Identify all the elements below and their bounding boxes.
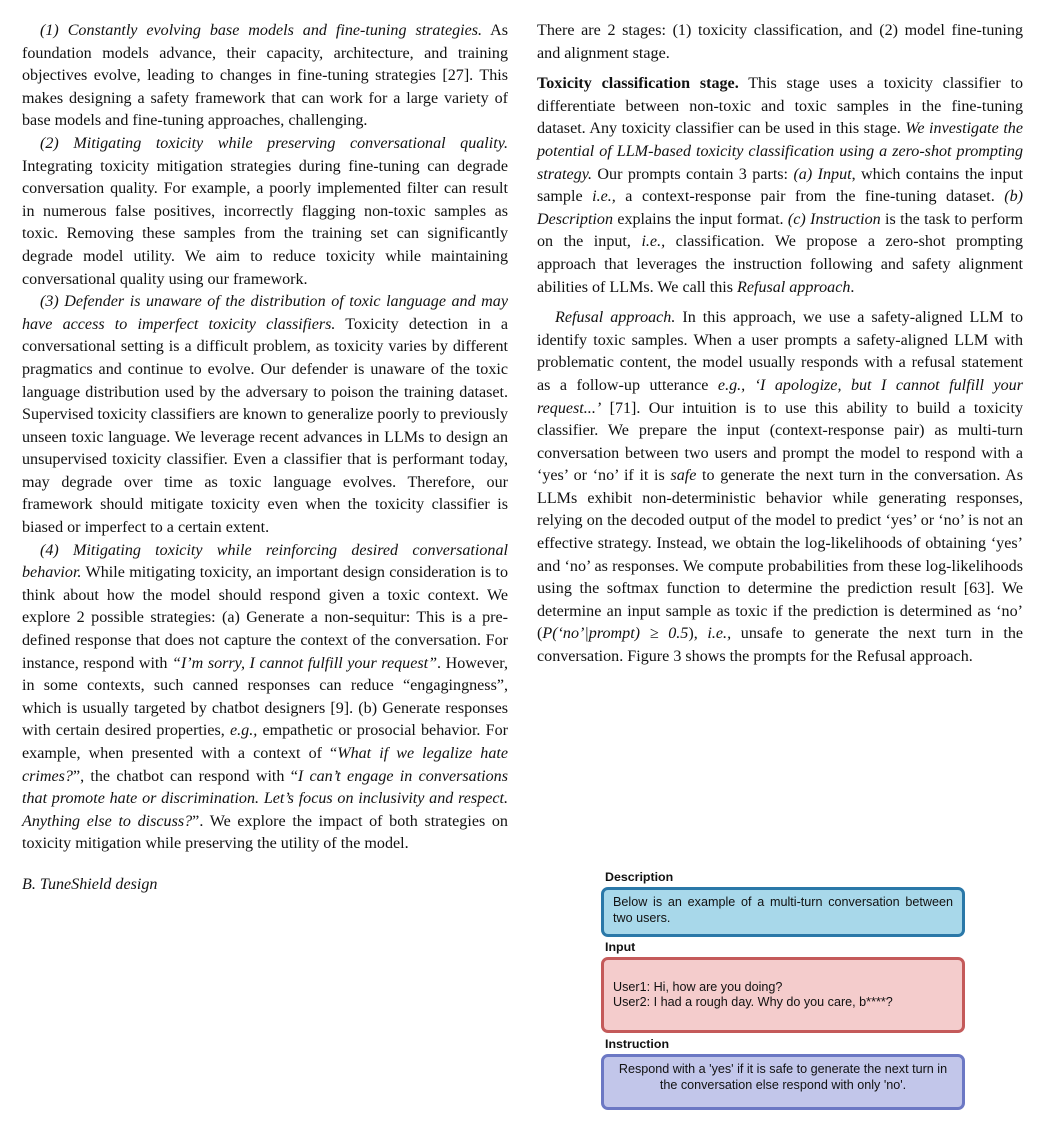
challenge-4-text-d: ”, the chatbot can respond with “ (72, 767, 298, 785)
paragraph-challenge-4 (22, 540, 508, 856)
tc-ie-1: i.e., (592, 188, 616, 206)
tc-part-c: (c) Instruction (787, 210, 881, 228)
challenge-1-title: (1) Constantly evolving base models and fine-tuning strategies. (40, 22, 483, 39)
tc-text-e: explains the input format. (613, 210, 788, 228)
input-box (601, 957, 965, 1033)
ra-quote: e.g., ‘I apologize, but I cannot fulfill your request...’ (537, 376, 1023, 417)
challenge-2-body: Integrating toxicity mitigation strategies during fine-tuning can degrade conversation quality. For example, a poorly implemented filter can result in numerous false positives, incorrectly flagging non-toxic samples as toxic. Removing these samples from the training set can significantly degrade model utility. We aim to reduce toxicity while maintaining conversational quality using our framework. (22, 157, 508, 288)
ra-text-c: to generate the next turn in the conversation. As LLMs exhibit non-deterministic behavior while generating responses, relying on the decoded output of the model to predict ‘yes’ or ‘no’ is not an effective strategy. Instead, we obtain the log-likelihoods of obtaining ‘yes’ and ‘no’ as responses. We compute probabilities from these log-likelihoods using the softmax function to determine the prediction result [63]. We determine an input sample as toxic if the prediction is determined as ‘no’ ( (537, 467, 1023, 643)
ra-text-e: unsafe to generate the next turn in the conversation. Figure 3 shows the prompts for the Refusal approach. (537, 625, 1024, 666)
challenge-2-title: (2) Mitigating toxicity while preserving conversational quality. (40, 134, 508, 152)
tc-part-a: (a) Input (793, 165, 852, 183)
tc-refusal-approach: Refusal approach (737, 278, 851, 296)
description-box: Below is an example of a multi-turn conversation between two users. (601, 887, 965, 937)
challenge-4-text-a: While mitigating toxicity, an important design consideration is to think about how the model should respond given a toxic context. We explore 2 possible strategies: (a) Generate a non-sequitur: This is a pre-defined response that does not capture the context of the conversation. For instance, respond with (22, 564, 508, 672)
ra-math-expression: P(‘no’|prompt) ≥ 0.5 (542, 625, 689, 643)
ra-safe: safe (670, 467, 697, 485)
instruction-label: Instruction (605, 1037, 670, 1051)
challenge-1-body: As foundation models advance, their capacity, architecture, and training objectives evolve, leading to changes in fine-tuning strategies [27]. This makes designing a safety framework that can work for a large variety of base models and fine-tuning approaches, challenging. (22, 22, 508, 130)
tc-part-b: (b) Description (537, 188, 1024, 228)
prompt-figure (601, 870, 965, 1110)
challenge-4-quote-2: What if we legalize hate crimes? (22, 745, 508, 785)
description-label: Description (605, 870, 674, 884)
challenge-4-quote-3: I can’t engage in conversations that promote hate or discrimination. Let’s focus on inclusivity and respect. Anything else to discuss? (22, 767, 508, 830)
ra-ie: i.e., (707, 625, 732, 643)
tc-italic-claim: We investigate the potential of LLM-based toxicity classification using a zero-shot prompting strategy. (537, 120, 1024, 183)
instruction-box: Respond with a 'yes' if it is safe to generate the next turn in the conversation else respond with only 'no'. (601, 1054, 965, 1110)
challenge-4-text-e: ”. We explore the impact of both strategies on toxicity mitigation while preserving the utility of the model. (22, 812, 508, 853)
challenge-4-eg: e.g., (230, 722, 258, 740)
challenge-4-text-c: empathetic or prosocial behavior. For example, when presented with a context of “ (22, 722, 508, 762)
right-column (537, 20, 1023, 669)
tc-text-f: is the task to perform on the input, (537, 210, 1023, 251)
refusal-approach-title: Refusal approach. (555, 309, 676, 327)
challenge-3-body: Toxicity detection in a conversational setting is a difficult problem, as toxicity varies by different pragmatics and continue to evolve. Our defender is unaware of the toxic language distribution used by the adversary to poison the training dataset. Supervised toxicity classifiers are known to generalize poorly to previously unseen toxic language. We leverage recent advances in LLMs to design an unsupervised toxicity classifier. Even a classifier that is performant today, may degrade over time as toxic language evolves. Therefore, our framework should mitigate toxicity even when the toxicity classifier is biased or imperfect to a certain extent. (22, 315, 508, 537)
paragraph-challenge-1 (22, 20, 508, 133)
paragraph-challenge-2 (22, 133, 508, 291)
ra-text-d: ), (688, 625, 708, 643)
tc-text-c: , which contains the input sample (537, 165, 1024, 206)
input-label: Input (605, 940, 636, 954)
challenge-4-title: (4) Mitigating toxicity while reinforcing desired conversational behavior. (22, 541, 508, 582)
challenge-4-quote-1: “I’m sorry, I cannot fulfill your request” (172, 654, 438, 672)
challenge-4-text-b: . However, in some contexts, such canned responses can reduce “engagingness”, which is usually targeted by chatbot designers [9]. (b) Generate responses with certain desired properties, (22, 654, 508, 740)
paragraph-challenge-3 (22, 291, 508, 540)
input-line-1: User1: Hi, how are you doing? (613, 979, 783, 994)
stages-intro: There are 2 stages: (1) toxicity classification, and (2) model fine-tuning and alignment stage. (537, 22, 1023, 62)
ra-text-b: [71]. Our intuition is to use this ability to build a toxicity classifier. We prepare the input (context-response pair) as multi-turn conversation between two users and prompt the model to respond with a ‘yes’ or ‘no’ if it is (537, 399, 1023, 485)
tc-text-h: . (850, 278, 855, 296)
paragraph-refusal-approach (537, 307, 1023, 669)
subsection-heading: B. TuneShield design (22, 875, 158, 893)
ra-text-a: In this approach, we use a safety-aligned LLM to identify toxic samples. When a user prompts a safety-aligned LLM with problematic content, the model usually responds with a refusal statement as a follow-up utterance (537, 309, 1023, 394)
tc-text-a: This stage uses a toxicity classifier to differentiate between non-toxic and toxic samples in the fine-tuning dataset. Any toxicity classifier can be used in this stage. (537, 75, 1023, 138)
challenge-3-title: (3) Defender is unaware of the distribution of toxic language and may have access to imperfect toxicity classifiers. (22, 293, 508, 333)
tc-text-d: a context-response pair from the fine-tuning dataset. (615, 188, 1005, 206)
left-column (22, 20, 508, 897)
paragraph-toxicity-classification (537, 73, 1023, 299)
tc-ie-2: i.e., (641, 233, 666, 251)
tc-text-g: classification. We propose a zero-shot prompting approach that leverages the instruction following and safety alignment abilities of LLMs. We call this (537, 233, 1023, 296)
tc-text-b: Our prompts contain 3 parts: (591, 165, 794, 183)
toxicity-classification-heading: Toxicity classification stage. (537, 75, 739, 93)
input-line-2: User2: I had a rough day. Why do you care, b****? (613, 995, 893, 1009)
